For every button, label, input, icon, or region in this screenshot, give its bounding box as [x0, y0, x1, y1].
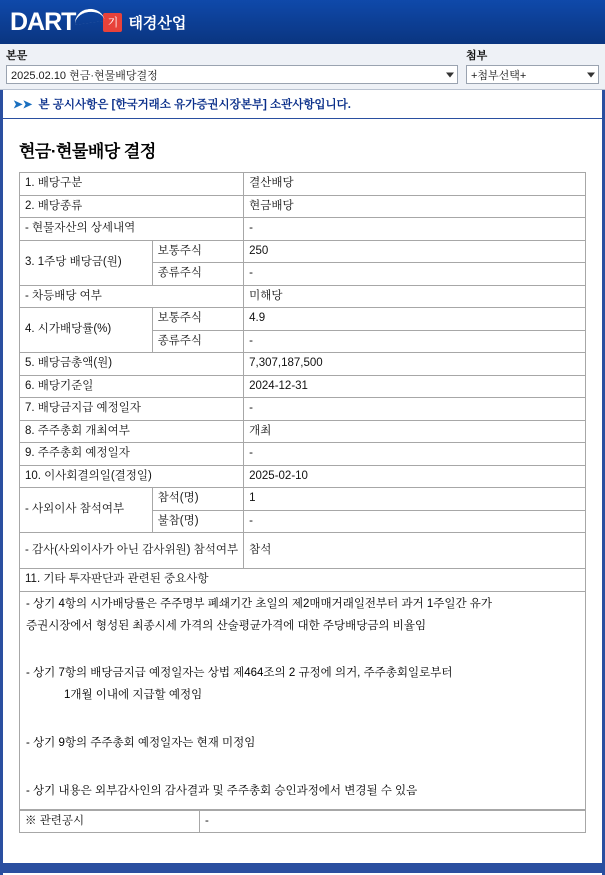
row-label: - 감사(사외이사가 아닌 감사위원) 참석여부: [20, 533, 244, 569]
attachment-label: 첨부: [466, 50, 488, 62]
related-disclosure-label: ※ 관련공시: [20, 810, 200, 833]
row-value: -: [244, 218, 586, 241]
note-spacer: [26, 639, 579, 665]
row-label: 6. 배당기준일: [20, 375, 244, 398]
note-line: - 상기 내용은 외부감사인의 감사결과 및 주주총회 승인과정에서 변경될 수 있음: [26, 784, 418, 797]
row-label: 7. 배당금지급 예정일자: [20, 398, 244, 421]
document-content: [3, 119, 602, 833]
dividend-table: [19, 172, 586, 592]
company-type-badge: 기: [103, 13, 122, 32]
row-value: -: [244, 398, 586, 421]
note-line: - 상기 9항의 주주총회 예정일자는 현재 미정임: [26, 737, 256, 750]
row-value: 현금배당: [244, 195, 586, 218]
note-line: 1개월 이내에 지급할 예정임: [64, 689, 203, 702]
row-label: 4. 시가배당률(%): [20, 308, 153, 353]
chevron-down-icon: [446, 72, 454, 77]
document-selector-bar: [0, 44, 605, 90]
note-spacer: [26, 757, 579, 783]
row-label: 2. 배당종류: [20, 195, 244, 218]
row-value: -: [244, 443, 586, 466]
table-row: [20, 195, 586, 218]
row-label: 10. 이사회결의일(결정일): [20, 465, 244, 488]
row-label: - 사외이사 참석여부: [20, 488, 153, 533]
footer-bar: [0, 863, 605, 873]
row-value: -: [244, 510, 586, 533]
company-name: 태경산업: [128, 14, 187, 32]
dart-logo-text: DART: [10, 7, 76, 36]
table-row: [20, 443, 586, 466]
row-value: 7,307,187,500: [244, 353, 586, 376]
table-row: [20, 420, 586, 443]
app-header: [0, 0, 605, 44]
attachment-selected-value: +첨부선택+: [471, 69, 527, 82]
attachment-select[interactable]: [466, 65, 599, 84]
row-sublabel: 불참(명): [152, 510, 244, 533]
row-label: 1. 배당구분: [20, 173, 244, 196]
table-row: [20, 240, 586, 263]
table-row: [20, 533, 586, 569]
table-row: [20, 569, 586, 592]
row-sublabel: 참석(명): [152, 488, 244, 511]
row-label: - 차등배당 여부: [20, 285, 244, 308]
row-value: 결산배당: [244, 173, 586, 196]
table-row: [20, 375, 586, 398]
table-row: [20, 308, 586, 331]
dart-swoosh-icon: [73, 7, 105, 25]
row-value: -: [244, 263, 586, 286]
dart-logo[interactable]: [10, 8, 75, 37]
row-value: 2024-12-31: [244, 375, 586, 398]
note-spacer: [26, 709, 579, 735]
important-notes: [19, 592, 586, 810]
note-line: 증권시장에서 형성된 최종시세 가격의 산술평균가격에 대한 주당배당금의 비율임: [26, 619, 427, 632]
note-line: - 상기 4항의 시가배당률은 주주명부 폐쇄기간 초일의 제2매매거래일전부터 과거 1주일간 유가: [26, 597, 492, 610]
row-value: 1: [244, 488, 586, 511]
note-line: - 상기 7항의 배당금지급 예정일자는 상법 제464조의 2 규정에 의거, 주주총회일로부터: [26, 667, 453, 680]
row-label: 8. 주주총회 개최여부: [20, 420, 244, 443]
row-label: - 현물자산의 상세내역: [20, 218, 244, 241]
attachment-selector-group: [466, 47, 599, 84]
regulator-notice: [3, 90, 602, 119]
related-disclosure-value: -: [200, 810, 586, 833]
table-row: [20, 353, 586, 376]
table-row: [20, 218, 586, 241]
company-identity: [103, 12, 186, 33]
notice-text: 본 공시사항은 [한국거래소 유가증권시장본부] 소관사항입니다.: [38, 99, 351, 111]
main-document-label: 본문: [6, 50, 28, 62]
table-row: [20, 488, 586, 511]
notice-arrow-icon: ➤➤: [13, 99, 33, 111]
section-11-title: 11. 기타 투자판단과 관련된 중요사항: [20, 569, 586, 592]
row-sublabel: 보통주식: [152, 240, 244, 263]
row-value: -: [244, 330, 586, 353]
row-value: 미해당: [244, 285, 586, 308]
main-document-select[interactable]: [6, 65, 458, 84]
row-sublabel: 보통주식: [152, 308, 244, 331]
main-document-selected-value: 2025.02.10 현금·현물배당결정: [11, 69, 158, 82]
table-row: [20, 173, 586, 196]
table-row: [20, 285, 586, 308]
table-row: [20, 398, 586, 421]
row-value: 참석: [244, 533, 586, 569]
row-value: 2025-02-10: [244, 465, 586, 488]
related-disclosure-table: [19, 810, 586, 834]
document-viewer: [0, 90, 605, 875]
row-value: 4.9: [244, 308, 586, 331]
row-label: 3. 1주당 배당금(원): [20, 240, 153, 285]
table-row: [20, 810, 586, 833]
row-value: 개최: [244, 420, 586, 443]
main-document-selector-group: [6, 47, 458, 84]
row-label: 9. 주주총회 예정일자: [20, 443, 244, 466]
row-sublabel: 종류주식: [152, 330, 244, 353]
table-row: [20, 465, 586, 488]
chevron-down-icon: [587, 72, 595, 77]
row-label: 5. 배당금총액(원): [20, 353, 244, 376]
row-value: 250: [244, 240, 586, 263]
page-title: 현금·현물배당 결정: [19, 142, 156, 161]
row-sublabel: 종류주식: [152, 263, 244, 286]
